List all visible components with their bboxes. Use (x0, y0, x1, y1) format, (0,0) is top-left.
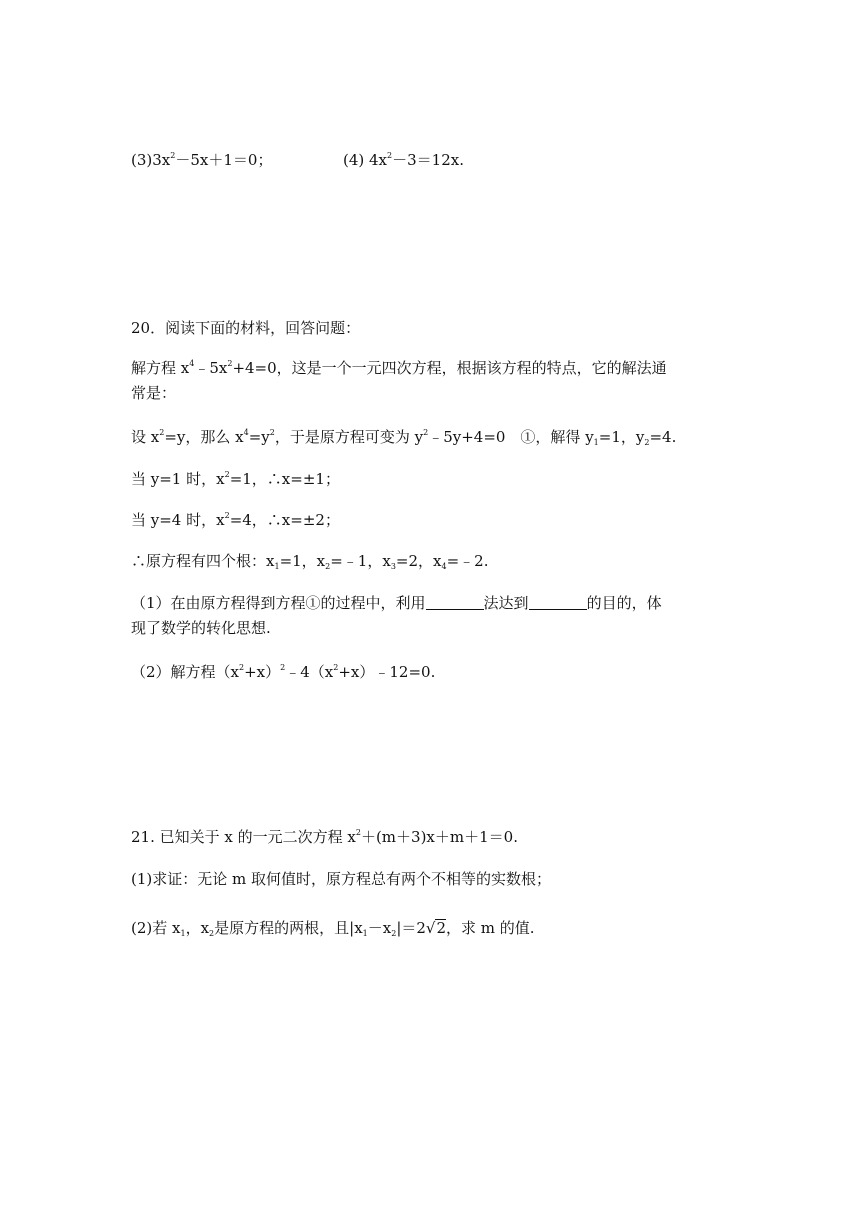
problem-20-question-1b: 现了数学的转化思想. (131, 619, 271, 637)
problem-20-material-line-1: 解方程 $x^4﹣5x^2+4=0$，这是一个一元四次方程，根据该方程的特点，它的解法通 (131, 359, 667, 377)
problem-20-question-2: （2）解方程$(x^2+x)^2﹣4(x^2+x)﹣12=0$. (131, 663, 436, 681)
problem-20-four-roots: ∴原方程有四个根：$x_1=1$，$x_2=﹣1$，$x_3=2$，$x_4=﹣2$. (131, 552, 489, 571)
problem-20-substitution-line: 设 $x^2=y$，那么 $x^4=y^2$，于是原方程可变为 $y^2﹣5y+4=0$ ①，解得 $y_1=1$，$y_2=4$. (131, 428, 677, 447)
problem-21-title: 21. 已知关于 x 的一元二次方程 $x^2+(m+3)x+m+1=0$. (131, 828, 518, 846)
problem-19-part-4: (4) $4x^2-3=12x$. (343, 151, 464, 169)
problem-21-question-1: (1)求证：无论 m 取何值时，原方程总有两个不相等的实数根； (131, 870, 552, 888)
answer-blank-1[interactable] (426, 595, 484, 610)
problem-21-question-2: (2)若 $x_1$，$x_2$是原方程的两根，且$|x_1-x_2|=2√2$，求 m 的值. (131, 919, 535, 938)
sqrt-symbol: √ (425, 919, 436, 937)
answer-blank-2[interactable] (529, 595, 587, 610)
problem-20-title: 20．阅读下面的材料，回答问题： (131, 319, 361, 337)
problem-20-question-1: （1）在由原方程得到方程①的过程中，利用 法达到 的目的，体 (131, 594, 662, 612)
problem-20-material-line-1b: 常是： (131, 384, 177, 402)
sqrt-radicand: 2 (436, 919, 447, 937)
problem-20-case-y1: 当 y=1 时，$x^2=1$，∴x=±1； (131, 470, 340, 488)
problem-20-case-y4: 当 y=4 时，$x^2=4$，∴x=±2； (131, 511, 340, 529)
problem-19-part-3: $(3)3x^2-5x+1=0$； (131, 151, 273, 169)
